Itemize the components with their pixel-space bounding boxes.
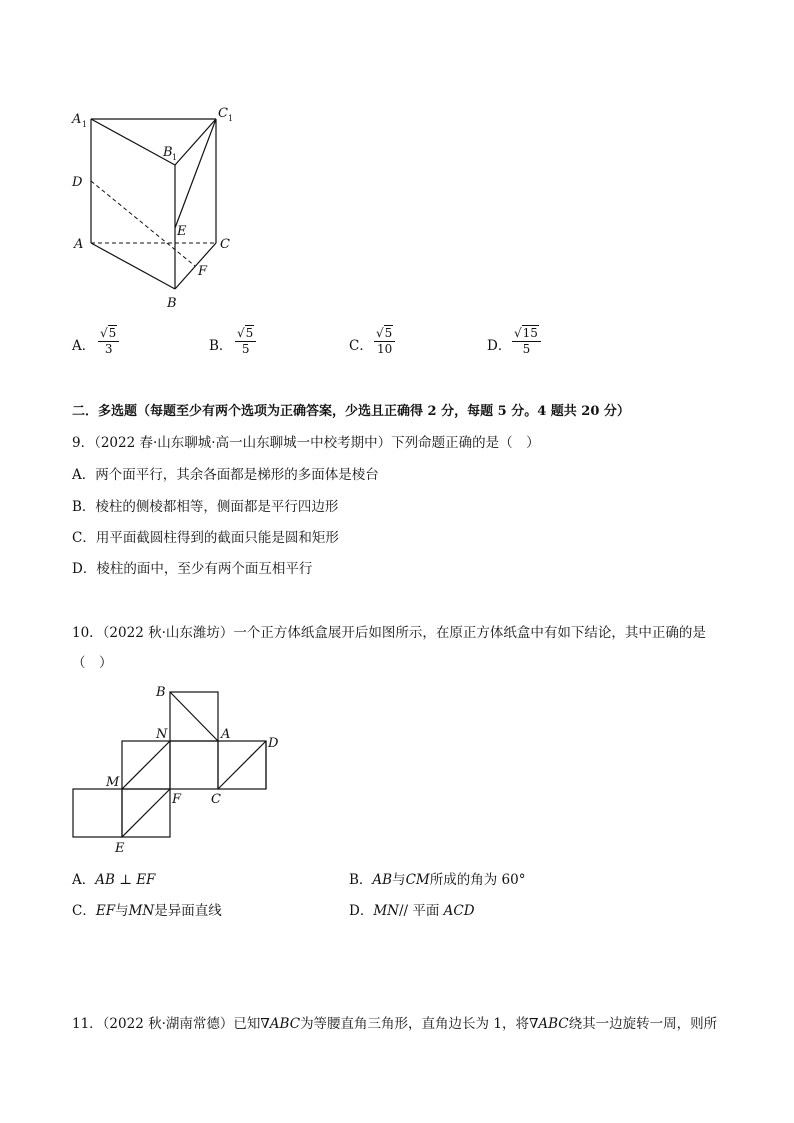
label-a1: A (72, 112, 82, 127)
q10-stem-line1: 10．（2022 秋·山东潍坊）一个正方体纸盒展开后如图所示，在原正方体纸盒中有如下结论，其中正确的是 (72, 625, 706, 641)
q8-option-d-letter: D． (487, 338, 512, 354)
q8-option-b-letter: B． (209, 338, 233, 354)
label-a: A (74, 237, 84, 252)
q11-stem: 11．（2022 秋·湖南常德）已知∇ABC为等腰直角三角形，直角边长为 1，将∇ABC绕其一边旋转一周，则所 (72, 1016, 718, 1032)
q10-option-c: C．EF与MN是异面直线 (72, 903, 222, 919)
q8-option-d-fraction: √15 5 (512, 327, 541, 356)
q9-option-c: C．用平面截圆柱得到的截面只能是圆和矩形 (72, 530, 339, 546)
net-label-f: F (172, 792, 182, 807)
q9-stem: 9．（2022 春·山东聊城·高一山东聊城一中校考期中）下列命题正确的是（ ） (72, 435, 540, 451)
label-b: B (167, 296, 177, 311)
svg-text:1: 1 (82, 120, 88, 129)
label-e: E (177, 224, 187, 239)
net-label-e: E (115, 841, 125, 856)
label-c: C (220, 237, 230, 252)
q10-stem-line2: （ ） (72, 655, 113, 671)
label-c1: C (218, 106, 228, 121)
svg-text:1: 1 (228, 114, 234, 123)
cube-net-figure (60, 682, 300, 857)
q8-option-a-letter: A． (72, 338, 96, 354)
q10-option-b: B．AB与CM所成的角为 60° (349, 872, 526, 888)
q9-option-d: D．棱柱的面中，至少有两个面互相平行 (72, 561, 313, 577)
q10-option-a: A．AB ⊥ EF (72, 872, 156, 888)
section-heading: 二．多选题（每题至少有两个选项为正确答案，少选且正确得 2 分，每题 5 分。4 题共 20 分） (72, 404, 630, 419)
q8-option-c-fraction: √5 10 (374, 327, 395, 356)
label-f: F (198, 264, 208, 279)
net-label-c: C (211, 792, 221, 807)
svg-text:1: 1 (172, 153, 178, 162)
q8-option-c-letter: C． (349, 338, 373, 354)
label-b1: B (163, 145, 173, 160)
label-d: D (72, 175, 83, 190)
q10-option-d: D．MN// 平面 ACD (349, 903, 475, 919)
net-label-a: A (221, 727, 231, 742)
q9-option-a: A．两个面平行，其余各面都是梯形的多面体是棱台 (72, 467, 379, 483)
net-label-b: B (156, 685, 166, 700)
q8-option-a-fraction: √5 3 (98, 327, 119, 356)
net-label-n: N (156, 727, 168, 742)
net-label-m: M (106, 775, 120, 790)
net-label-d: D (268, 736, 279, 751)
prism-figure (60, 100, 260, 315)
q9-option-b: B．棱柱的侧棱都相等，侧面都是平行四边形 (72, 499, 339, 515)
q8-option-b-fraction: √5 5 (235, 327, 256, 356)
